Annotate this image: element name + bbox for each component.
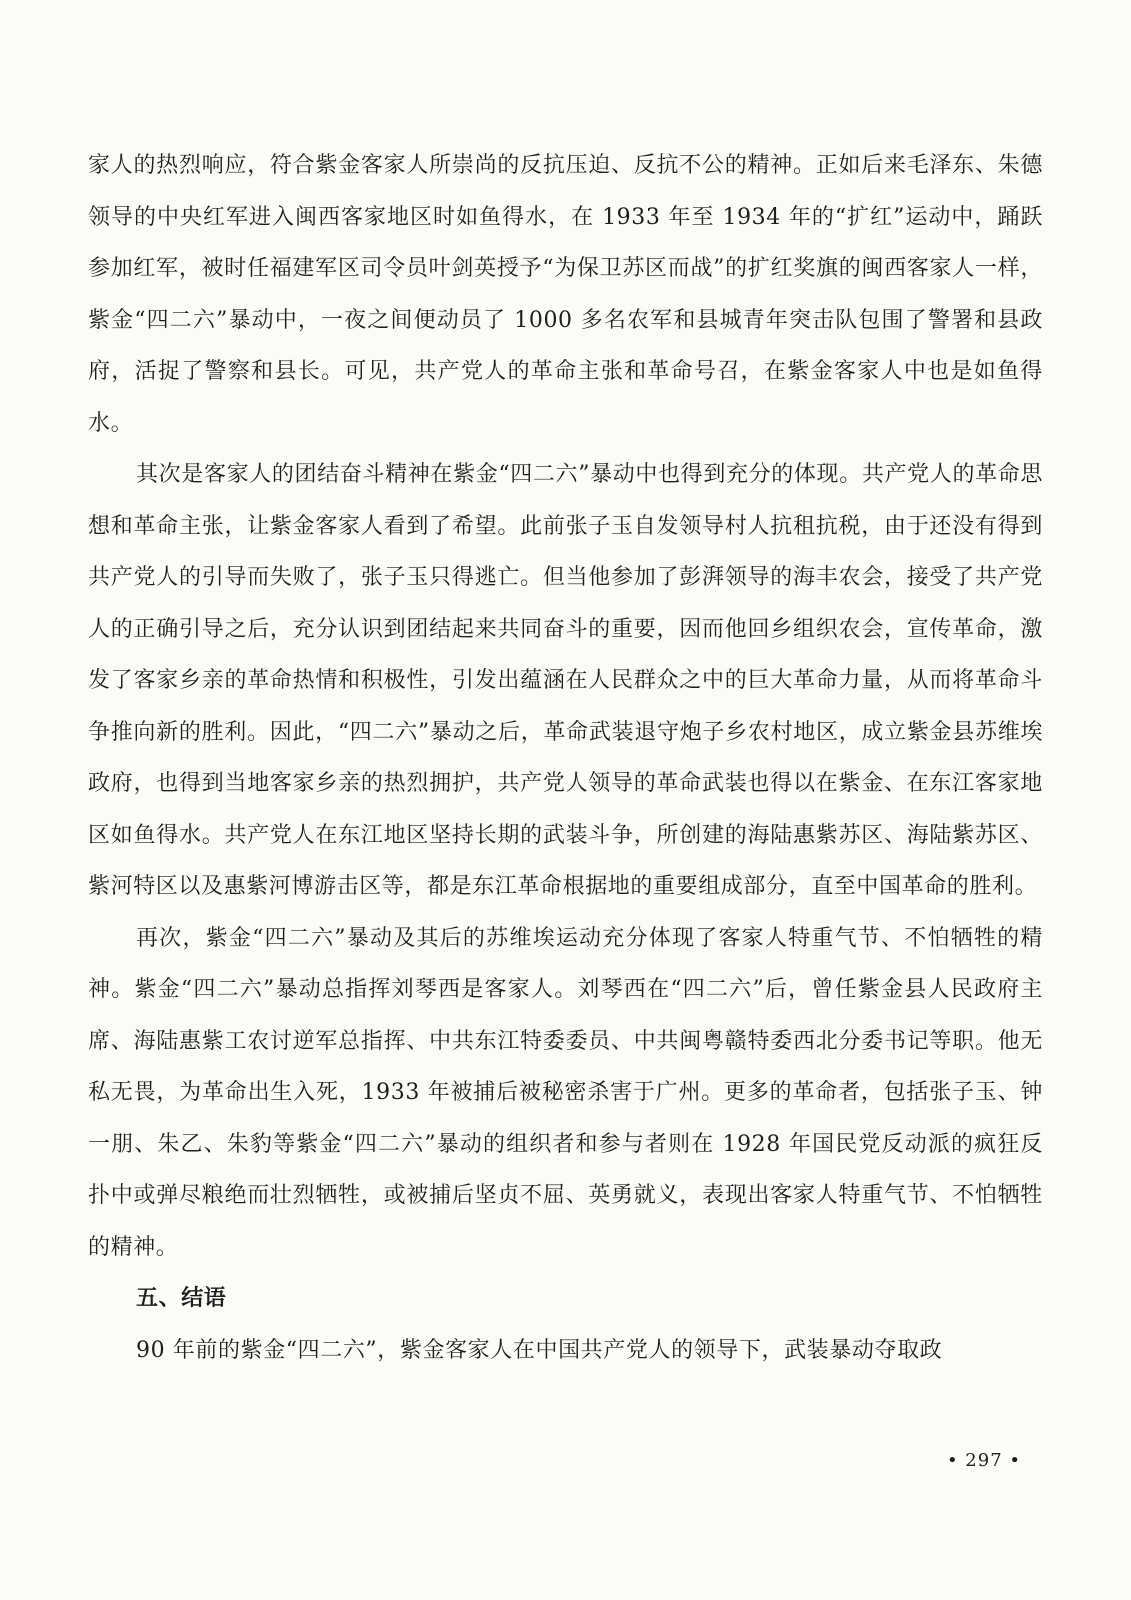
paragraph-4: 90 年前的紫金“四二六”，紫金客家人在中国共产党人的领导下，武装暴动夺取政 [136,1337,943,1363]
paragraph-1: 家人的热烈响应，符合紫金客家人所崇尚的反抗压迫、反抗不公的精神。正如后来毛泽东、朱德领导的中央红军进入闽西客家地区时如鱼得水，在 1933 年至 1934 年的“扩红”运动中，踊跃参加红军，被时任福建军区司令员叶剑英授予“为保卫苏区而战”的扩红奖旗的闽西客家人一样，紫金“四二六”暴动中，一夜之间便动员了 1000 多名农军和县城青年突击队包围了警署和县政府，活捉了警察和县长。可见，共产党人的革命主张和革命号召，在紫金客家人中也是如鱼得水。 [88,153,1043,436]
paragraph-2: 其次是客家人的团结奋斗精神在紫金“四二六”暴动中也得到充分的体现。共产党人的革命思想和革命主张，让紫金客家人看到了希望。此前张子玉自发领导村人抗租抗税，由于还没有得到共产党人的引导而失败了，张子玉只得逃亡。但当他参加了彭湃领导的海丰农会，接受了共产党人的正确引导之后，充分认识到团结起来共同奋斗的重要，因而他回乡组织农会，宣传革命，激发了客家乡亲的革命热情和积极性，引发出蕴涵在人民群众之中的巨大革命力量，从而将革命斗争推向新的胜利。因此，“四二六”暴动之后，革命武装退守炮子乡农村地区，成立紫金县苏维埃政府，也得到当地客家乡亲的热烈拥护，共产党人领导的革命武装也得以在紫金、在东江客家地区如鱼得水。共产党人在东江地区坚持长期的武装斗争，所创建的海陆惠紫苏区、海陆紫苏区、紫河特区以及惠紫河博游击区等，都是东江革命根据地的重要组成部分，直至中国革命的胜利。 [88,462,1043,899]
page-body [88,140,1043,1376]
section-heading: 五、结语 [136,1285,227,1311]
paragraph-3: 再次，紫金“四二六”暴动及其后的苏维埃运动充分体现了客家人特重气节、不怕牺牲的精神。紫金“四二六”暴动总指挥刘琴西是客家人。刘琴西在“四二六”后，曾任紫金县人民政府主席、海陆惠紫工农讨逆军总指挥、中共东江特委委员、中共闽粤赣特委西北分委书记等职。他无私无畏，为革命出生入死，1933 年被捕后被秘密杀害于广州。更多的革命者，包括张子玉、钟一朋、朱乙、朱豹等紫金“四二六”暴动的组织者和参与者则在 1928 年国民党反动派的疯狂反扑中或弹尽粮绝而壮烈牺牲，或被捕后坚贞不屈、英勇就义，表现出客家人特重气节、不怕牺牲的精神。 [88,925,1043,1260]
page-number: • 297 • [946,1450,1021,1471]
